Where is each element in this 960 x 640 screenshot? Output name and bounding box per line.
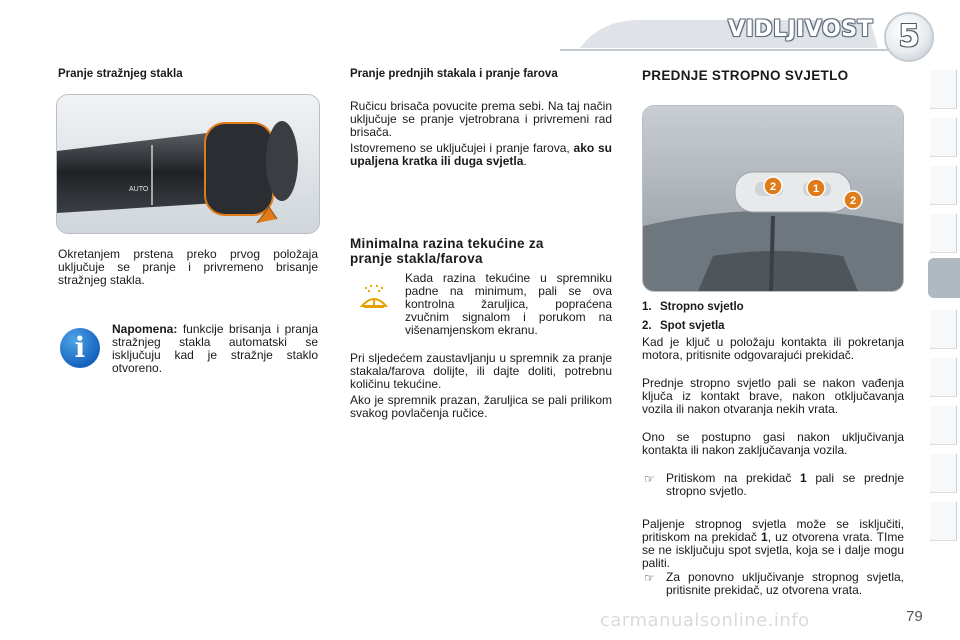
section-tab-strip (926, 70, 960, 570)
fluid-refill-text: Pri sljedećem zaustavljanju u spremnik za pranje stakala/farova dolijte, ili dajte doliti, potrebnu količinu tekućine. (350, 351, 612, 391)
fluid-empty-text: Ako je spremnik prazan, žaruljica se pali prilikom svakog povlačenja ručice. (350, 393, 612, 420)
pointing-hand-icon: ☞ (644, 472, 655, 486)
roof-light-illustration (643, 106, 903, 291)
roof-light-photo (642, 105, 904, 292)
info-icon-glyph: i (74, 331, 86, 364)
light-para-1: Kad je ključ u položaju kontakta ili pokretanja motora, pritisnite odgovarajući prekidač. (642, 335, 904, 362)
light-para-4-c: , uz otvorena vrata. TIme se ne isključuju spot svjetla, koja se i dalje mogu paliti. (642, 530, 905, 570)
section-tab-active[interactable] (928, 258, 960, 298)
section-tab[interactable] (930, 502, 957, 541)
front-wash-para-2-c: . (523, 154, 527, 168)
chapter-number: 5 (898, 19, 920, 54)
legend-item (642, 301, 912, 314)
chapter-title: VIDLJIVOST (728, 17, 874, 42)
pointing-hand-icon: ☞ (644, 571, 655, 585)
callout-2-right-label: 2 (849, 195, 857, 207)
rear-wash-description: Okretanjem prstena preko prvog položaja uključuje se pranje i privremeno brisanje stražnjeg stakla. (58, 247, 318, 287)
section-tab[interactable] (930, 214, 957, 253)
section-tab[interactable] (930, 166, 957, 205)
bullet-2 (644, 571, 906, 597)
auto-label: AUTO (129, 186, 149, 193)
legend-item-number: 1. (642, 301, 652, 313)
bullet-1-text (666, 472, 904, 498)
front-courtesy-light-heading: PREDNJE STROPNO SVJETLO (642, 68, 849, 83)
section-tab[interactable] (930, 358, 957, 397)
section-tab[interactable] (930, 118, 957, 157)
legend-item (642, 320, 912, 333)
front-wash-heading: Pranje prednjih stakala i pranje farova (350, 68, 558, 80)
watermark: carmanualsonline.info (600, 610, 810, 631)
front-wash-para-2 (350, 142, 612, 168)
fluid-level-heading: Minimalna razina tekućine za pranje stakla/farova (350, 236, 544, 266)
bullet-1-text-c: pali se prednje stropno svjetlo. (666, 471, 904, 498)
light-para-4-a: Paljenje stropnog svjetla može se isključiti, pritiskom na prekidač (642, 517, 904, 544)
bullet-1-text-b: 1 (799, 471, 807, 485)
rear-wash-heading: Pranje stražnjeg stakla (58, 68, 183, 80)
section-tab[interactable] (930, 454, 957, 493)
light-para-3: Ono se postupno gasi nakon uključivanja kontakta ili nakon zaključavanja vozila. (642, 430, 904, 457)
fluid-warning-text: Kada razina tekućine u spremniku padne na minimum, pali se ova kontrolna žaruljica, popraćena zvučnim signalom i porukom na višenamjenskom ekranu. (405, 271, 612, 337)
legend-item-number: 2. (642, 320, 652, 332)
light-para-4 (642, 518, 904, 570)
light-para-2: Prednje stropno svjetlo pali se nakon vađenja ključa iz kontakt brave, nakon otključavanja vozila ili nakon otvaranja nekih vrata. (642, 376, 904, 416)
callout-2-left-label: 2 (769, 181, 777, 193)
legend-list (642, 301, 912, 333)
wiper-stalk-illustration (57, 95, 319, 233)
bullet-1 (644, 472, 906, 498)
light-para-4-b: 1 (761, 530, 768, 544)
callout-1-label: 1 (812, 183, 820, 195)
section-tab[interactable] (930, 406, 957, 445)
front-wash-para-2-b: ako su upaljena kratka ili duga svjetla (350, 141, 613, 168)
section-tab[interactable] (930, 310, 957, 349)
section-tab[interactable] (930, 70, 957, 109)
legend-item-label: Stropno svjetlo (660, 301, 744, 313)
bullet-2-text: Za ponovno uključivanje stropnog svjetla, pritisnite prekidač, uz otvorena vrata. (666, 570, 904, 597)
legend-item-label: Spot svjetla (660, 320, 725, 332)
bullet-1-text-a: Pritiskom na prekidač (666, 471, 800, 485)
washer-fluid-warning-icon (356, 280, 392, 316)
rear-wiper-stalk-photo (56, 94, 320, 234)
page-number: 79 (906, 608, 923, 625)
rear-wash-note (112, 323, 318, 375)
front-wash-para-1: Ručicu brisača povucite prema sebi. Na taj način uključuje se pranje vjetrobrana i privremeni rad brisača. (350, 99, 612, 139)
front-wash-para-2-a: Istovremeno se uključujei i pranje farova, (350, 141, 574, 155)
note-label: Napomena: (112, 322, 178, 336)
note-text: funkcije brisanja i pranja stražnjeg stakla automatski se isključuju kad je stražnje staklo otvoreno. (112, 322, 318, 375)
